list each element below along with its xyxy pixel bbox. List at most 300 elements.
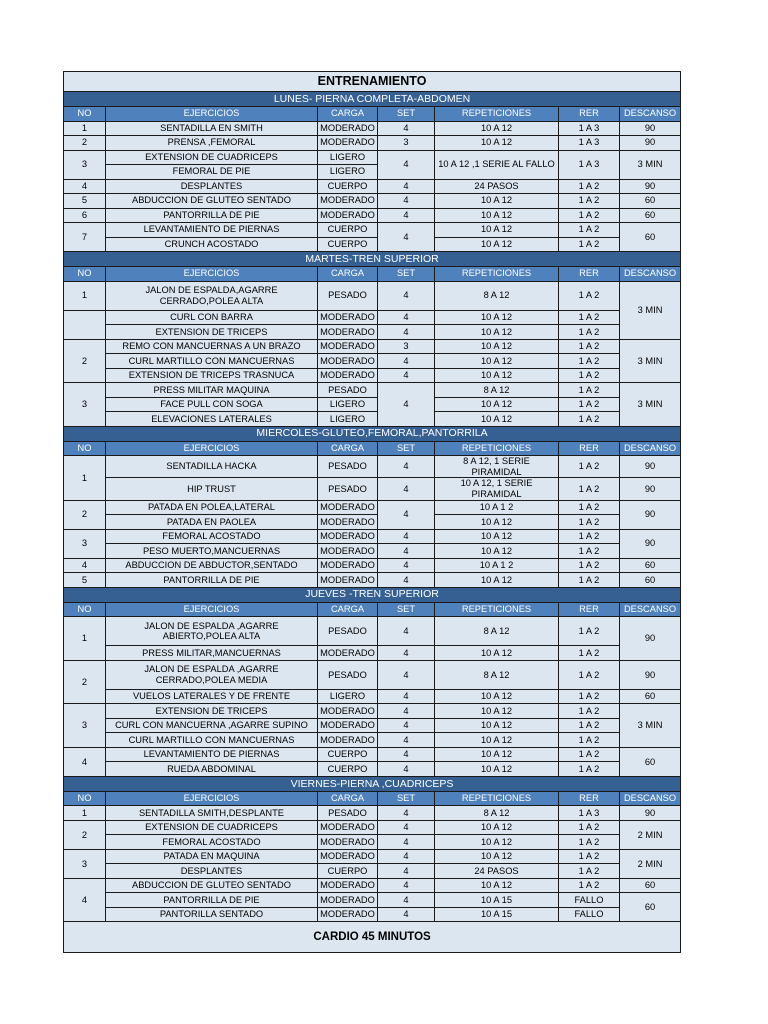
header-repeticiones: REPETICIONES [435, 791, 559, 806]
cell-rer: 1 A 2 [559, 354, 620, 369]
cell-repeticiones: 10 A 12 [435, 325, 559, 340]
cell-carga: MODERADO [318, 878, 378, 893]
header-ejercicios: EJERCICIOS [106, 441, 318, 456]
cell-no: 4 [64, 179, 106, 194]
cell-rer: 1 A 2 [559, 310, 620, 325]
header-set: SET [378, 602, 435, 617]
cell-descanso: 90 [620, 136, 681, 151]
cell-carga: MODERADO [318, 646, 378, 661]
cell-ejercicio: FEMORAL ACOSTADO [106, 835, 318, 850]
cell-repeticiones: 10 A 12, 1 SERIE PIRAMIDAL [435, 478, 559, 500]
header-set: SET [378, 791, 435, 806]
table-row [64, 849, 681, 864]
cell-descanso: 3 MIN [620, 704, 681, 748]
cell-no: 2 [64, 136, 106, 151]
cell-descanso: 90 [620, 456, 681, 478]
cell-ejercicio: LEVANTAMIENTO DE PIERNAS [106, 223, 318, 238]
cell-descanso: 90 [620, 660, 681, 689]
cell-rer: 1 A 3 [559, 121, 620, 136]
cell-ejercicio: EXTENSION DE TRICEPS [106, 704, 318, 719]
cell-ejercicio: LEVANTAMIENTO DE PIERNAS [106, 747, 318, 762]
cell-repeticiones: 10 A 12 [435, 704, 559, 719]
cell-set: 4 [378, 500, 435, 529]
cell-set: 4 [378, 689, 435, 704]
cell-set: 4 [378, 762, 435, 777]
header-no: NO [64, 602, 106, 617]
cell-carga: LIGERO [318, 165, 378, 180]
cell-no: 7 [64, 223, 106, 252]
table-row [64, 281, 681, 310]
cell-ejercicio: PANTORILLA SENTADO [106, 907, 318, 922]
cell-rer: 1 A 2 [559, 339, 620, 354]
table-row [64, 660, 681, 689]
cell-descanso: 3 MIN [620, 150, 681, 179]
cell-set: 4 [378, 478, 435, 500]
cell-descanso: 2 MIN [620, 820, 681, 849]
day-title-jueves: JUEVES -TREN SUPERIOR [64, 587, 681, 602]
header-ejercicios: EJERCICIOS [106, 267, 318, 282]
cell-ejercicio: PANTORRILLA DE PIE [106, 208, 318, 223]
cell-ejercicio: CURL MARTILLO CON MANCUERNAS [106, 354, 318, 369]
header-repeticiones: REPETICIONES [435, 107, 559, 122]
header-ejercicios: EJERCICIOS [106, 602, 318, 617]
cell-set: 4 [378, 354, 435, 369]
table-row [64, 689, 681, 704]
cell-carga: MODERADO [318, 733, 378, 748]
cell-ejercicio: RUEDA ABDOMINAL [106, 762, 318, 777]
cell-set: 4 [378, 617, 435, 646]
cell-rer: 1 A 2 [559, 849, 620, 864]
cell-carga: LIGERO [318, 150, 378, 165]
cell-repeticiones: 8 A 12 [435, 617, 559, 646]
table-row [64, 136, 681, 151]
cell-ejercicio: SENTADILLA SMITH,DESPLANTE [106, 806, 318, 821]
cell-rer: 1 A 2 [559, 500, 620, 515]
header-carga: CARGA [318, 602, 378, 617]
cell-ejercicio: PATADA EN PAOLEA [106, 515, 318, 530]
cell-set: 4 [378, 121, 435, 136]
cell-rer: 1 A 2 [559, 412, 620, 427]
header-carga: CARGA [318, 267, 378, 282]
header-descanso: DESCANSO [620, 441, 681, 456]
cell-ejercicio: FEMORAL DE PIE [106, 165, 318, 180]
table-row [64, 515, 681, 530]
header-no: NO [64, 107, 106, 122]
cell-no: 2 [64, 660, 106, 704]
table-row [64, 820, 681, 835]
cell-descanso: 3 MIN [620, 281, 681, 339]
cell-carga: CUERPO [318, 762, 378, 777]
cell-repeticiones: 8 A 12 [435, 383, 559, 398]
table-row [64, 368, 681, 383]
cell-ejercicio: PANTORRILLA DE PIE [106, 893, 318, 908]
column-header-row [64, 107, 681, 122]
column-header-row [64, 602, 681, 617]
cell-ejercicio: JALON DE ESPALDA,AGARRE CERRADO,POLEA ALTA [106, 281, 318, 310]
table-row [64, 208, 681, 223]
cell-descanso: 60 [620, 893, 681, 922]
cell-carga: MODERADO [318, 194, 378, 209]
cell-set: 4 [378, 646, 435, 661]
cell-carga: MODERADO [318, 121, 378, 136]
header-descanso: DESCANSO [620, 267, 681, 282]
cell-set: 3 [378, 339, 435, 354]
cell-carga: CUERPO [318, 864, 378, 879]
cell-ejercicio: VUELOS LATERALES Y DE FRENTE [106, 689, 318, 704]
table-row [64, 878, 681, 893]
cell-repeticiones: 10 A 12 [435, 646, 559, 661]
cell-rer: 1 A 2 [559, 237, 620, 252]
cell-rer: 1 A 2 [559, 573, 620, 588]
table-row [64, 704, 681, 719]
cell-rer: 1 A 2 [559, 747, 620, 762]
header-repeticiones: REPETICIONES [435, 602, 559, 617]
cell-descanso: 3 MIN [620, 383, 681, 427]
cell-repeticiones: 8 A 12 [435, 806, 559, 821]
cell-rer: 1 A 2 [559, 646, 620, 661]
header-rer: RER [559, 602, 620, 617]
cell-set: 3 [378, 136, 435, 151]
workout-sheet [63, 71, 680, 953]
column-header-row [64, 441, 681, 456]
cell-repeticiones: 10 A 15 [435, 907, 559, 922]
cell-repeticiones: 10 A 12 [435, 310, 559, 325]
cell-set: 4 [378, 747, 435, 762]
cell-ejercicio: PESO MUERTO,MANCUERNAS [106, 544, 318, 559]
cell-rer: 1 A 2 [559, 762, 620, 777]
table-row [64, 544, 681, 559]
cell-rer: 1 A 2 [559, 558, 620, 573]
table-row [64, 397, 681, 412]
table-row [64, 500, 681, 515]
cell-no: 1 [64, 806, 106, 821]
cell-rer: 1 A 2 [559, 281, 620, 310]
cell-carga: MODERADO [318, 325, 378, 340]
cell-no: 2 [64, 500, 106, 529]
cell-rer: 1 A 2 [559, 456, 620, 478]
table-row [64, 646, 681, 661]
table-row [64, 121, 681, 136]
cell-repeticiones: 8 A 12 [435, 281, 559, 310]
cell-set: 4 [378, 806, 435, 821]
cell-descanso: 60 [620, 194, 681, 209]
workout-table [63, 71, 681, 953]
header-no: NO [64, 267, 106, 282]
cell-ejercicio: EXTENSION DE TRICEPS [106, 325, 318, 340]
cell-carga: MODERADO [318, 515, 378, 530]
cell-set: 4 [378, 310, 435, 325]
cell-repeticiones: 10 A 12 [435, 544, 559, 559]
cell-ejercicio: CRUNCH ACOSTADO [106, 237, 318, 252]
header-no: NO [64, 441, 106, 456]
cell-descanso: 60 [620, 747, 681, 776]
table-row [64, 617, 681, 646]
cell-set: 4 [378, 150, 435, 179]
cell-rer: 1 A 2 [559, 194, 620, 209]
cell-descanso: 2 MIN [620, 849, 681, 878]
cell-repeticiones: 10 A 12 [435, 747, 559, 762]
cell-ejercicio: HIP TRUST [106, 478, 318, 500]
cell-ejercicio: ABDUCCION DE ABDUCTOR,SENTADO [106, 558, 318, 573]
cell-carga: CUERPO [318, 237, 378, 252]
cell-no: 3 [64, 529, 106, 558]
header-set: SET [378, 441, 435, 456]
cell-carga: MODERADO [318, 704, 378, 719]
cell-carga: PESADO [318, 806, 378, 821]
cell-repeticiones: 10 A 12 [435, 515, 559, 530]
cell-set: 4 [378, 194, 435, 209]
cell-rer: 1 A 2 [559, 368, 620, 383]
cell-carga: CUERPO [318, 179, 378, 194]
table-row [64, 150, 681, 165]
cell-ejercicio: EXTENSION DE CUADRICEPS [106, 820, 318, 835]
cell-ejercicio: PRESS MILITAR MAQUINA [106, 383, 318, 398]
table-row [64, 864, 681, 879]
column-header-row [64, 267, 681, 282]
cell-repeticiones: 10 A 12 [435, 339, 559, 354]
cell-no: 3 [64, 849, 106, 878]
cell-set: 4 [378, 368, 435, 383]
cell-ejercicio: CURL MARTILLO CON MANCUERNAS [106, 733, 318, 748]
cell-repeticiones: 8 A 12 [435, 660, 559, 689]
cell-set: 4 [378, 733, 435, 748]
cell-repeticiones: 10 A 12 [435, 718, 559, 733]
cell-rer: 1 A 2 [559, 820, 620, 835]
table-row [64, 762, 681, 777]
cell-no: 5 [64, 573, 106, 588]
header-set: SET [378, 267, 435, 282]
cell-rer: 1 A 2 [559, 223, 620, 238]
cell-repeticiones: 10 A 12 [435, 820, 559, 835]
cell-set: 4 [378, 208, 435, 223]
cell-descanso: 90 [620, 179, 681, 194]
cell-rer: 1 A 2 [559, 704, 620, 719]
cell-carga: LIGERO [318, 397, 378, 412]
cell-repeticiones: 10 A 12 [435, 237, 559, 252]
cell-ejercicio: DESPLANTES [106, 179, 318, 194]
cell-carga: CUERPO [318, 223, 378, 238]
cell-rer: 1 A 3 [559, 150, 620, 179]
table-row [64, 194, 681, 209]
day-title-viernes: VIERNES-PIERNA ,CUADRICEPS [64, 776, 681, 791]
cell-carga: MODERADO [318, 310, 378, 325]
cell-set: 4 [378, 544, 435, 559]
cell-set: 4 [378, 558, 435, 573]
cell-ejercicio: ABDUCCION DE GLUTEO SENTADO [106, 194, 318, 209]
cell-carga: MODERADO [318, 820, 378, 835]
cell-ejercicio: PATADA EN MAQUINA [106, 849, 318, 864]
cell-descanso: 90 [620, 478, 681, 500]
table-row [64, 907, 681, 922]
cell-rer: 1 A 2 [559, 617, 620, 646]
table-row [64, 733, 681, 748]
cell-carga: MODERADO [318, 368, 378, 383]
cell-set: 4 [378, 893, 435, 908]
cell-repeticiones: 10 A 12 [435, 397, 559, 412]
cell-carga: PESADO [318, 478, 378, 500]
cell-repeticiones: 10 A 12 [435, 878, 559, 893]
cell-ejercicio: FEMORAL ACOSTADO [106, 529, 318, 544]
table-row [64, 835, 681, 850]
cell-rer: 1 A 2 [559, 544, 620, 559]
cell-no: 4 [64, 878, 106, 922]
cell-repeticiones: 10 A 12 ,1 SERIE AL FALLO [435, 150, 559, 179]
cell-no [64, 310, 106, 339]
cell-ejercicio: PRENSA ,FEMORAL [106, 136, 318, 151]
cell-rer: 1 A 2 [559, 733, 620, 748]
cell-carga: MODERADO [318, 136, 378, 151]
cell-ejercicio: JALON DE ESPALDA ,AGARRE ABIERTO,POLEA ALTA [106, 617, 318, 646]
table-row [64, 718, 681, 733]
cell-rer: 1 A 2 [559, 325, 620, 340]
cell-no: 1 [64, 617, 106, 661]
cell-no: 2 [64, 339, 106, 383]
cell-ejercicio: SENTADILLA EN SMITH [106, 121, 318, 136]
sheet-title: ENTRENAMIENTO [64, 72, 681, 92]
table-row [64, 558, 681, 573]
cell-set: 4 [378, 281, 435, 310]
cell-rer: 1 A 3 [559, 136, 620, 151]
column-header-row [64, 791, 681, 806]
cell-no: 3 [64, 383, 106, 427]
cell-carga: MODERADO [318, 500, 378, 515]
cell-ejercicio: ABDUCCION DE GLUTEO SENTADO [106, 878, 318, 893]
cell-rer: 1 A 2 [559, 397, 620, 412]
table-row [64, 354, 681, 369]
cell-repeticiones: 10 A 1 2 [435, 558, 559, 573]
cell-descanso: 90 [620, 121, 681, 136]
cell-descanso: 60 [620, 878, 681, 893]
cell-set: 4 [378, 529, 435, 544]
cell-no: 4 [64, 558, 106, 573]
cell-carga: PESADO [318, 617, 378, 646]
header-carga: CARGA [318, 791, 378, 806]
cell-descanso: 90 [620, 617, 681, 661]
cell-descanso: 90 [620, 806, 681, 821]
cell-no: 3 [64, 704, 106, 748]
cell-set: 4 [378, 573, 435, 588]
cell-set: 4 [378, 835, 435, 850]
cell-ejercicio: PANTORRILLA DE PIE [106, 573, 318, 588]
cell-carga: MODERADO [318, 718, 378, 733]
header-rer: RER [559, 791, 620, 806]
table-row [64, 237, 681, 252]
cell-carga: PESADO [318, 383, 378, 398]
day-title-miercoles: MIERCOLES-GLUTEO,FEMORAL,PANTORRILA [64, 426, 681, 441]
cell-ejercicio: ELEVACIONES LATERALES [106, 412, 318, 427]
cell-descanso: 60 [620, 208, 681, 223]
table-row [64, 806, 681, 821]
cell-carga: MODERADO [318, 339, 378, 354]
cell-carga: MODERADO [318, 354, 378, 369]
cell-ejercicio: SENTADILLA HACKA [106, 456, 318, 478]
cell-repeticiones: 8 A 12, 1 SERIE PIRAMIDAL [435, 456, 559, 478]
table-row [64, 573, 681, 588]
day-title-martes: MARTES-TREN SUPERIOR [64, 252, 681, 267]
cell-set: 4 [378, 223, 435, 252]
cell-rer: 1 A 2 [559, 478, 620, 500]
cell-no: 1 [64, 281, 106, 310]
table-row [64, 325, 681, 340]
cell-set: 4 [378, 820, 435, 835]
cell-set: 4 [378, 179, 435, 194]
cell-carga: PESADO [318, 660, 378, 689]
cell-no: 1 [64, 456, 106, 500]
header-descanso: DESCANSO [620, 107, 681, 122]
cell-carga: LIGERO [318, 412, 378, 427]
cell-repeticiones: 10 A 12 [435, 849, 559, 864]
cell-carga: MODERADO [318, 849, 378, 864]
cell-no: 2 [64, 820, 106, 849]
header-ejercicios: EJERCICIOS [106, 791, 318, 806]
cell-rer: 1 A 2 [559, 878, 620, 893]
header-rer: RER [559, 441, 620, 456]
cell-set: 4 [378, 878, 435, 893]
cell-set: 4 [378, 383, 435, 427]
cell-carga: MODERADO [318, 558, 378, 573]
cell-repeticiones: 10 A 12 [435, 121, 559, 136]
table-row [64, 179, 681, 194]
cell-ejercicio: CURL CON BARRA [106, 310, 318, 325]
cell-carga: MODERADO [318, 544, 378, 559]
cell-carga: PESADO [318, 281, 378, 310]
cell-carga: MODERADO [318, 573, 378, 588]
cell-carga: MODERADO [318, 893, 378, 908]
cell-set: 4 [378, 325, 435, 340]
table-row [64, 478, 681, 500]
cell-descanso: 90 [620, 529, 681, 558]
cell-repeticiones: 24 PASOS [435, 864, 559, 879]
cell-no: 4 [64, 747, 106, 776]
cell-ejercicio: DESPLANTES [106, 864, 318, 879]
table-row [64, 310, 681, 325]
cell-rer: 1 A 2 [559, 689, 620, 704]
table-row [64, 339, 681, 354]
cell-ejercicio: PRESS MILITAR,MANCUERNAS [106, 646, 318, 661]
cell-rer: 1 A 2 [559, 515, 620, 530]
cell-set: 4 [378, 907, 435, 922]
cell-rer: 1 A 2 [559, 529, 620, 544]
cell-repeticiones: 10 A 12 [435, 412, 559, 427]
header-rer: RER [559, 267, 620, 282]
cell-repeticiones: 10 A 1 2 [435, 500, 559, 515]
cell-repeticiones: 10 A 12 [435, 835, 559, 850]
cell-rer: 1 A 2 [559, 208, 620, 223]
cell-descanso: 60 [620, 558, 681, 573]
cell-repeticiones: 10 A 12 [435, 529, 559, 544]
cell-set: 4 [378, 456, 435, 478]
cell-no: 1 [64, 121, 106, 136]
table-row [64, 412, 681, 427]
cell-descanso: 3 MIN [620, 339, 681, 383]
cell-repeticiones: 10 A 12 [435, 208, 559, 223]
header-ejercicios: EJERCICIOS [106, 107, 318, 122]
cell-carga: LIGERO [318, 689, 378, 704]
cell-set: 4 [378, 864, 435, 879]
header-repeticiones: REPETICIONES [435, 441, 559, 456]
cell-set: 4 [378, 849, 435, 864]
cell-repeticiones: 24 PASOS [435, 179, 559, 194]
cell-repeticiones: 10 A 12 [435, 733, 559, 748]
cell-set: 4 [378, 660, 435, 689]
header-carga: CARGA [318, 107, 378, 122]
cell-no: 6 [64, 208, 106, 223]
cell-rer: 1 A 2 [559, 835, 620, 850]
cell-descanso: 60 [620, 573, 681, 588]
cell-rer: FALLO [559, 893, 620, 908]
cell-repeticiones: 10 A 12 [435, 689, 559, 704]
cell-repeticiones: 10 A 12 [435, 573, 559, 588]
